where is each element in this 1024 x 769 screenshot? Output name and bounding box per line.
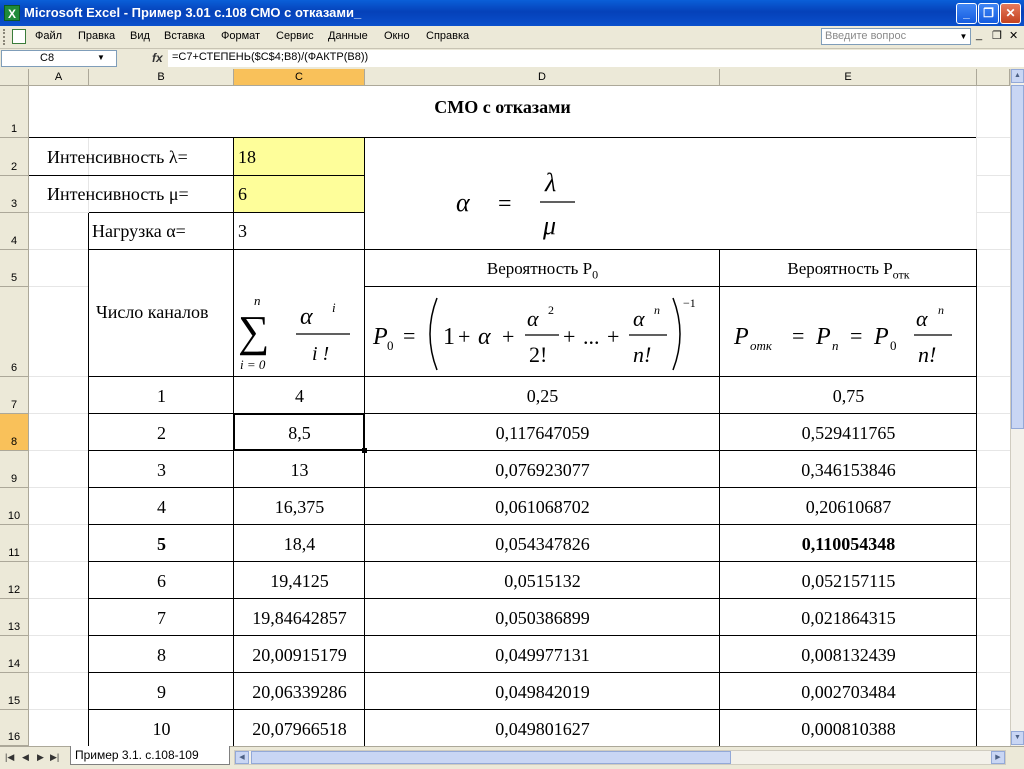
p0-cell[interactable]: 0,0515132 — [504, 571, 581, 591]
excel-app-icon[interactable]: X — [4, 5, 20, 21]
potk-cell[interactable]: 0,20610687 — [805, 497, 892, 517]
scroll-right-icon[interactable]: ▶ — [991, 751, 1005, 764]
row-header[interactable]: 15 — [0, 673, 29, 710]
svg-text:n: n — [654, 303, 660, 317]
restore-button[interactable]: ❐ — [978, 3, 999, 24]
sum-cell[interactable]: 19,84642857 — [252, 608, 347, 628]
close-button[interactable]: ✕ — [1000, 3, 1021, 24]
first-sheet-icon[interactable]: |◀ — [5, 752, 15, 762]
svg-text:n!: n! — [633, 342, 652, 367]
svg-text:+: + — [607, 324, 620, 349]
row-header[interactable]: 11 — [0, 525, 29, 562]
potk-cell[interactable]: 0,008132439 — [801, 645, 896, 665]
potk-cell[interactable]: 0,002703484 — [801, 682, 896, 702]
sheet-title[interactable]: СМО с отказами — [434, 97, 571, 117]
sum-cell[interactable]: 13 — [290, 460, 309, 480]
row-header[interactable]: 8 — [0, 414, 29, 451]
select-all-corner[interactable] — [0, 69, 29, 86]
svg-text:P: P — [816, 324, 831, 350]
doc-minimize-button[interactable]: _ — [976, 29, 983, 41]
svg-text:1: 1 — [443, 324, 455, 350]
name-box-dropdown-icon[interactable]: ▼ — [97, 53, 105, 62]
column-header-e[interactable]: E — [720, 69, 977, 86]
potk-cell[interactable]: 0,75 — [832, 386, 865, 406]
row-header[interactable]: 7 — [0, 377, 29, 414]
row-header[interactable]: 13 — [0, 599, 29, 636]
lambda-label[interactable]: Интенсивность λ= — [47, 147, 188, 167]
potk-cell[interactable]: 0,110054348 — [801, 534, 896, 554]
last-sheet-icon[interactable]: ▶| — [50, 752, 60, 762]
row-header[interactable]: 3 — [0, 176, 29, 213]
mu-value[interactable]: 6 — [238, 184, 247, 204]
p0-cell[interactable]: 0,117647059 — [495, 423, 590, 443]
doc-restore-button[interactable]: ❐ — [992, 30, 1002, 42]
row-header[interactable]: 1 — [0, 86, 29, 138]
menu-window[interactable]: Окно — [384, 30, 410, 42]
svg-text:α: α — [300, 304, 313, 330]
channel-count-cell[interactable]: 3 — [157, 460, 166, 480]
svg-text:α: α — [478, 324, 491, 350]
potk-header[interactable]: Вероятность $P_{отк}$ — [787, 259, 910, 282]
channel-count-cell[interactable]: 6 — [157, 571, 166, 591]
vertical-scroll-thumb[interactable] — [1011, 85, 1024, 429]
svg-text:i !: i ! — [312, 343, 330, 365]
svg-text:α: α — [916, 306, 928, 331]
channel-count-cell[interactable]: 5 — [157, 534, 166, 554]
horizontal-scroll-thumb[interactable] — [251, 751, 731, 764]
sum-cell[interactable]: 4 — [295, 386, 304, 406]
menu-file[interactable]: Файл — [35, 30, 63, 42]
row-header[interactable]: 2 — [0, 138, 29, 176]
p0-cell[interactable]: 0,054347826 — [495, 534, 590, 554]
column-header-c[interactable]: C — [234, 69, 365, 86]
workbook-icon[interactable] — [12, 29, 26, 44]
svg-text:отк: отк — [750, 338, 772, 353]
sum-formula — [234, 288, 365, 376]
sum-cell[interactable]: 19,4125 — [270, 571, 329, 591]
potk-cell[interactable]: 0,021864315 — [801, 608, 896, 628]
row-header[interactable]: 14 — [0, 636, 29, 673]
p0-cell[interactable]: 0,061068702 — [495, 497, 590, 517]
chevron-down-icon[interactable]: ▼ — [959, 32, 968, 41]
sum-cell[interactable]: 8,5 — [288, 423, 311, 443]
sum-cell[interactable]: 18,4 — [283, 534, 316, 554]
channel-count-cell[interactable]: 1 — [157, 386, 166, 406]
channel-count-cell[interactable]: 8 — [157, 645, 166, 665]
sum-cell[interactable]: 16,375 — [274, 497, 325, 517]
potk-formula — [720, 288, 977, 376]
potk-cell[interactable]: 0,052157115 — [801, 571, 896, 591]
svg-text:...: ... — [583, 324, 600, 349]
menu-insert[interactable]: Вставка — [164, 30, 205, 42]
alpha-formula — [440, 164, 600, 244]
load-label[interactable]: Нагрузка α= — [92, 221, 186, 241]
svg-text:0: 0 — [890, 338, 897, 353]
minimize-button[interactable]: _ — [956, 3, 977, 24]
menu-edit[interactable]: Правка — [78, 30, 116, 42]
channels-header[interactable]: Число каналов — [96, 302, 209, 322]
menu-data[interactable]: Данные — [328, 30, 368, 42]
row-header[interactable]: 16 — [0, 710, 29, 746]
insert-function-icon[interactable]: fx — [152, 51, 163, 65]
column-header-f[interactable] — [977, 69, 1010, 86]
row-header[interactable]: 10 — [0, 488, 29, 525]
potk-cell[interactable]: 0,346153846 — [801, 460, 896, 480]
svg-text:=: = — [403, 323, 416, 348]
svg-text:=: = — [850, 323, 863, 348]
svg-text:i: i — [332, 300, 336, 315]
formula-input[interactable]: =C7+СТЕПЕНЬ($C$4;B8)/(ФАКТР(B8)) — [168, 50, 1024, 67]
channel-count-cell[interactable]: 10 — [152, 719, 171, 739]
svg-text:2: 2 — [548, 303, 554, 317]
row-header[interactable]: 6 — [0, 287, 29, 377]
menu-format[interactable]: Формат — [221, 30, 261, 42]
equals-sign: = — [498, 191, 512, 217]
column-header-a[interactable]: A — [29, 69, 89, 86]
sigma-icon: ∑ — [238, 307, 270, 356]
p0-cell[interactable]: 0,049801627 — [495, 719, 590, 739]
menu-view[interactable]: Вид — [130, 30, 150, 42]
p0-cell[interactable]: 0,049977131 — [495, 645, 590, 665]
mu-symbol: μ — [543, 211, 557, 240]
svg-text:n: n — [254, 293, 261, 308]
scroll-down-icon[interactable]: ▼ — [1011, 731, 1024, 745]
svg-text:n: n — [832, 338, 839, 353]
potk-cell[interactable]: 0,529411765 — [801, 423, 896, 443]
name-box[interactable]: C8 — [1, 50, 117, 67]
formula-bar — [0, 49, 1024, 69]
p0-cell[interactable]: 0,050386899 — [495, 608, 590, 628]
sum-cell[interactable]: 20,07966518 — [252, 719, 347, 739]
p0-header[interactable]: Вероятность $P_0$ — [486, 259, 599, 282]
svg-text:P: P — [734, 324, 749, 350]
svg-text:+: + — [502, 324, 515, 349]
alpha-symbol: α — [456, 188, 470, 217]
svg-text:2!: 2! — [529, 342, 548, 367]
vertical-scrollbar[interactable] — [1010, 69, 1024, 746]
svg-text:α: α — [633, 306, 645, 331]
svg-text:P: P — [373, 324, 388, 350]
svg-text:=: = — [792, 323, 805, 348]
p0-cell[interactable]: 0,076923077 — [495, 460, 590, 480]
title-bar — [0, 0, 1024, 26]
next-sheet-icon[interactable]: ▶ — [37, 752, 44, 762]
row-header[interactable]: 12 — [0, 562, 29, 599]
sum-cell[interactable]: 20,00915179 — [252, 645, 347, 665]
active-cell-outline[interactable] — [233, 413, 365, 451]
fill-handle[interactable] — [362, 448, 367, 453]
channel-count-cell[interactable]: 9 — [157, 682, 166, 702]
help-search-input[interactable]: Введите вопрос — [821, 28, 971, 45]
row-header[interactable]: 9 — [0, 451, 29, 488]
svg-text:n: n — [938, 303, 944, 317]
scroll-up-icon[interactable]: ▲ — [1011, 69, 1024, 83]
window-title: Microsoft Excel - Пример 3.01 с.108 СМО с отказами_ — [24, 5, 362, 20]
mu-label[interactable]: Интенсивность μ= — [47, 184, 189, 204]
p0-formula — [365, 288, 720, 376]
channel-count-cell[interactable]: 4 — [157, 497, 166, 517]
column-header-b[interactable]: B — [89, 69, 234, 86]
menu-help[interactable]: Справка — [426, 30, 470, 42]
channel-count-cell[interactable]: 7 — [157, 608, 166, 628]
toolbar-grip[interactable] — [3, 29, 9, 45]
doc-close-button[interactable]: ✕ — [1009, 30, 1019, 42]
svg-text:+: + — [563, 324, 576, 349]
sheet-tab-active[interactable]: Пример 3.1. с.108-109 — [70, 746, 230, 765]
svg-text:P: P — [874, 324, 889, 350]
lambda-symbol: λ — [545, 168, 557, 197]
channel-count-cell[interactable]: 2 — [157, 423, 166, 443]
prev-sheet-icon[interactable]: ◀ — [22, 752, 29, 762]
lambda-value[interactable]: 18 — [238, 147, 256, 167]
svg-text:+: + — [458, 324, 471, 349]
p0-cell[interactable]: 0,049842019 — [495, 682, 590, 702]
worksheet-grid[interactable] — [0, 69, 1010, 746]
potk-cell[interactable]: 0,000810388 — [801, 719, 896, 739]
sheet-tab-bar — [0, 746, 1024, 769]
sum-cell[interactable]: 20,06339286 — [252, 682, 347, 702]
column-header-d[interactable]: D — [365, 69, 720, 86]
svg-text:n!: n! — [918, 342, 937, 367]
row-header[interactable]: 4 — [0, 213, 29, 250]
p0-cell[interactable]: 0,25 — [526, 386, 559, 406]
menu-tools[interactable]: Сервис — [276, 30, 314, 42]
load-value[interactable]: 3 — [238, 221, 247, 241]
svg-text:i = 0: i = 0 — [240, 357, 266, 372]
svg-text:α: α — [527, 306, 539, 331]
horizontal-scrollbar[interactable] — [234, 750, 1006, 765]
row-header[interactable]: 5 — [0, 250, 29, 287]
svg-text:0: 0 — [387, 338, 394, 353]
scroll-left-icon[interactable]: ◀ — [235, 751, 249, 764]
svg-text:−1: −1 — [683, 296, 696, 310]
